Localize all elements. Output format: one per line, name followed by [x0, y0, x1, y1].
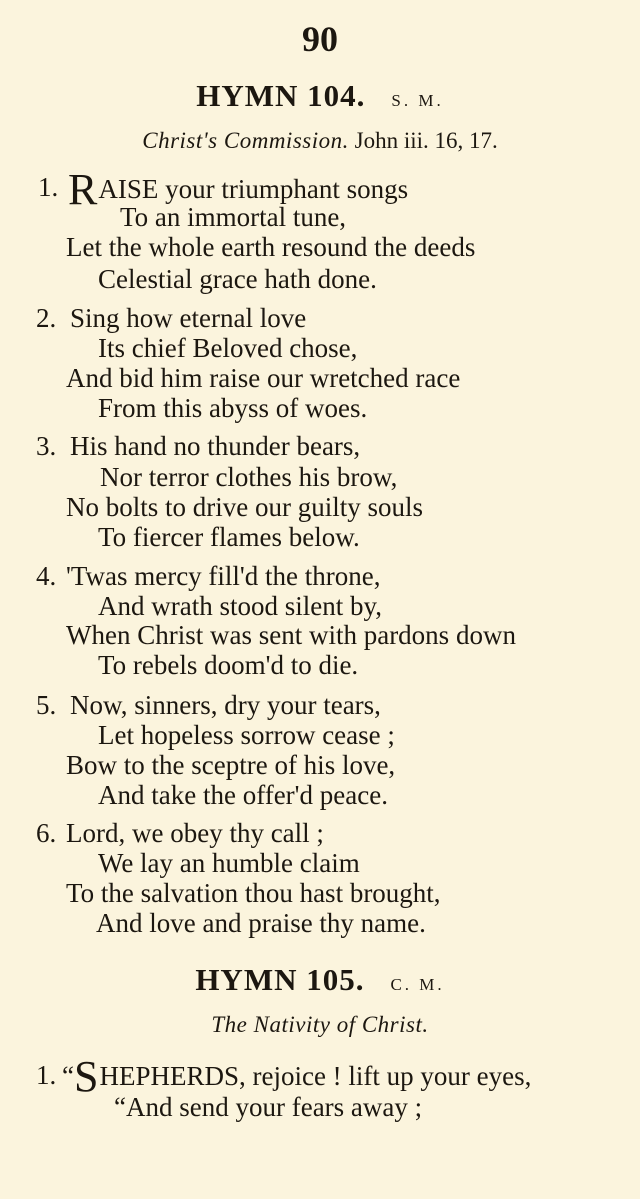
hymn-105-dropcap: S	[73, 1052, 99, 1101]
hymn-105-line-1-rest: HEPHERDS, rejoice ! lift up your eyes,	[99, 1061, 532, 1091]
hymn-104-subtitle-title: Christ's Commission.	[142, 128, 349, 153]
hymn-104-title: HYMN 104.	[196, 78, 366, 113]
verse-1-line-4: Celestial grace hath done.	[98, 264, 377, 294]
verse-6-line-3: To the salvation thou hast brought,	[66, 878, 441, 908]
verse-2-number: 2.	[36, 303, 57, 333]
verse-1-line-2: To an immortal tune,	[120, 202, 347, 232]
verse-5-line-3: Bow to the sceptre of his love,	[66, 750, 396, 780]
verse-3-line-1: His hand no thunder bears,	[70, 431, 361, 461]
verse-1-line-1-rest: AISE your triumphant songs	[98, 174, 409, 204]
hymn-105-subtitle	[0, 1012, 640, 1038]
verse-2-line-3: And bid him raise our wretched race	[66, 363, 461, 393]
hymn-105-heading	[0, 962, 640, 998]
hymn-105-subtitle-title: The Nativity of Christ.	[211, 1012, 429, 1037]
verse-2-line-4: From this abyss of woes.	[98, 393, 368, 423]
hymn-104-heading	[0, 78, 640, 114]
verse-1-dropcap: R	[68, 165, 98, 214]
verse-1-line-3: Let the whole earth resound the deeds	[66, 232, 476, 262]
hymn-104-subtitle	[0, 128, 640, 154]
page-number: 90	[302, 19, 338, 59]
verse-4-line-2: And wrath stood silent by,	[98, 591, 382, 621]
verse-2-line-1: Sing how eternal love	[70, 303, 307, 333]
verse-5-line-1: Now, sinners, dry your tears,	[70, 690, 381, 720]
verse-3-line-4: To fiercer flames below.	[98, 522, 360, 552]
verse-6-number: 6.	[36, 818, 57, 848]
verse-4-line-3: When Christ was sent with pardons down	[66, 620, 516, 650]
verse-5-line-4: And take the offer'd peace.	[98, 780, 388, 810]
verse-5-line-2: Let hopeless sorrow cease ;	[98, 720, 395, 750]
hymn-105-verse-1-line-2: “And send your fears away ;	[114, 1092, 423, 1122]
verse-3-line-3: No bolts to drive our guilty souls	[66, 492, 423, 522]
hymn-105-title: HYMN 105.	[195, 962, 365, 997]
hymn-105-verse-1-number: 1.	[36, 1060, 57, 1090]
verse-1-number: 1.	[38, 172, 59, 202]
verse-4-line-4: To rebels doom'd to die.	[98, 650, 359, 680]
hymn-105-open-quote: “	[62, 1061, 74, 1091]
verse-3-line-2: Nor terror clothes his brow,	[100, 462, 398, 492]
verse-4-number: 4.	[36, 561, 57, 591]
verse-6-line-4: And love and praise thy name.	[96, 908, 426, 938]
verse-6-line-2: We lay an humble claim	[98, 848, 360, 878]
verse-2-line-2: Its chief Beloved chose,	[98, 333, 358, 363]
verse-3-number: 3.	[36, 431, 57, 461]
verse-6-line-1: Lord, we obey thy call ;	[66, 818, 324, 848]
hymn-104-subtitle-ref: John iii. 16, 17.	[354, 128, 498, 153]
verse-5-number: 5.	[36, 690, 57, 720]
hymn-105-meter: C. M.	[390, 975, 445, 994]
verse-4-line-1: 'Twas mercy fill'd the throne,	[66, 561, 381, 591]
hymn-104-meter: S. M.	[391, 91, 444, 110]
